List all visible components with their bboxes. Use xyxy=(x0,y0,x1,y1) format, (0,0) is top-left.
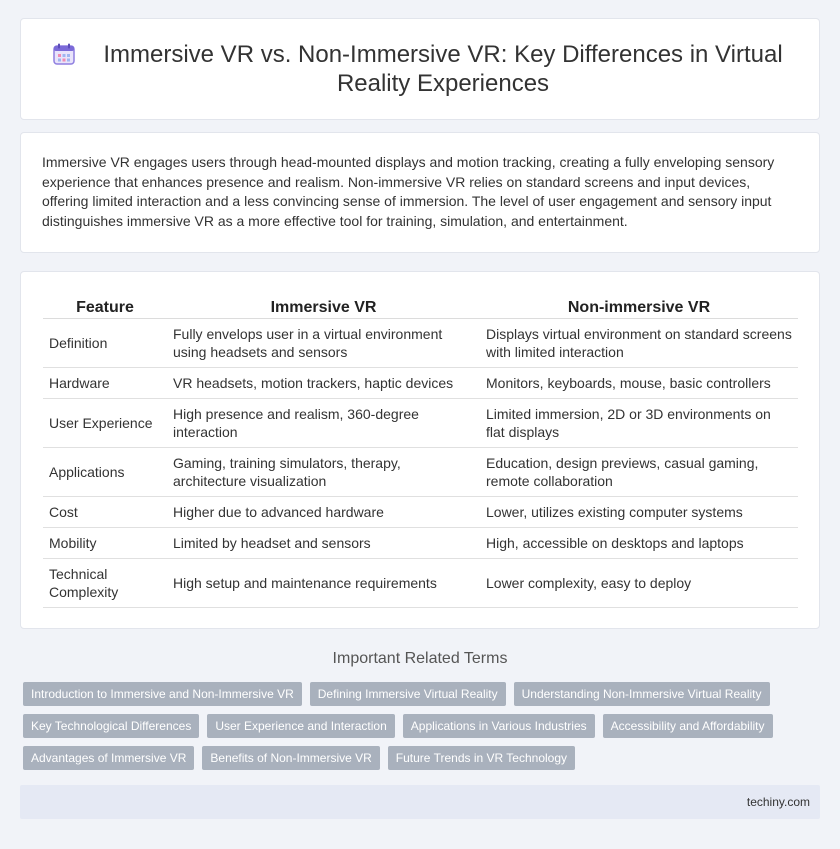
intro-card xyxy=(20,132,820,253)
related-term-tag[interactable]: Key Technological Differences xyxy=(23,714,199,738)
related-term-tag[interactable]: Future Trends in VR Technology xyxy=(388,746,575,770)
table-cell: VR headsets, motion trackers, haptic devices xyxy=(167,367,480,398)
table-cell: Cost xyxy=(43,496,167,527)
column-header-immersive: Immersive VR xyxy=(167,296,480,318)
footer-bar xyxy=(20,785,820,819)
related-term-tag[interactable]: Accessibility and Affordability xyxy=(603,714,773,738)
table-row xyxy=(43,367,798,398)
table-cell: Definition xyxy=(43,318,167,367)
table-cell: Lower complexity, easy to deploy xyxy=(480,558,798,607)
table-cell: Technical Complexity xyxy=(43,558,167,607)
table-row xyxy=(43,527,798,558)
table-cell: Fully envelops user in a virtual environment using headsets and sensors xyxy=(167,318,480,367)
related-term-tag[interactable]: Introduction to Immersive and Non-Immersive VR xyxy=(23,682,302,706)
table-header-row xyxy=(43,296,798,318)
related-terms-list xyxy=(23,682,813,770)
table-cell: Limited by headset and sensors xyxy=(167,527,480,558)
related-term-tag[interactable]: User Experience and Interaction xyxy=(207,714,394,738)
page-title: Immersive VR vs. Non-Immersive VR: Key Differences in Virtual Reality Experiences xyxy=(103,41,783,97)
table-cell: User Experience xyxy=(43,398,167,447)
footer-site-link[interactable]: techiny.com xyxy=(746,795,810,809)
column-header-feature: Feature xyxy=(43,296,167,318)
related-term-tag[interactable]: Applications in Various Industries xyxy=(403,714,595,738)
table-cell: Lower, utilizes existing computer systems xyxy=(480,496,798,527)
table-row xyxy=(43,447,798,496)
column-header-non-immersive: Non-immersive VR xyxy=(480,296,798,318)
related-term-tag[interactable]: Advantages of Immersive VR xyxy=(23,746,194,770)
related-term-tag[interactable]: Understanding Non-Immersive Virtual Reality xyxy=(514,682,770,706)
intro-paragraph: Immersive VR engages users through head-mounted displays and motion tracking, creating a fully enveloping sensory experience that enhances presence and realism. Non-immersive VR relies on standard screens and input devices, offering limited interaction and a less convincing sense of immersion. The level of user engagement and sensory input distinguishes immersive VR as a more effective tool for training, simulation, and entertainment. xyxy=(42,154,775,229)
header-card xyxy=(20,18,820,120)
table-cell: Applications xyxy=(43,447,167,496)
table-cell: High, accessible on desktops and laptops xyxy=(480,527,798,558)
comparison-table xyxy=(43,296,798,608)
table-cell: Monitors, keyboards, mouse, basic controllers xyxy=(480,367,798,398)
table-cell: Limited immersion, 2D or 3D environments on flat displays xyxy=(480,398,798,447)
table-cell: Education, design previews, casual gaming, remote collaboration xyxy=(480,447,798,496)
table-cell: High presence and realism, 360-degree interaction xyxy=(167,398,480,447)
table-cell: Mobility xyxy=(43,527,167,558)
table-cell: Gaming, training simulators, therapy, architecture visualization xyxy=(167,447,480,496)
related-terms-title: Important Related Terms xyxy=(332,650,508,667)
table-cell: Higher due to advanced hardware xyxy=(167,496,480,527)
table-cell: Hardware xyxy=(43,367,167,398)
table-row xyxy=(43,496,798,527)
table-row xyxy=(43,318,798,367)
table-cell: Displays virtual environment on standard screens with limited interaction xyxy=(480,318,798,367)
calendar-icon xyxy=(51,41,77,67)
table-cell: High setup and maintenance requirements xyxy=(167,558,480,607)
related-term-tag[interactable]: Defining Immersive Virtual Reality xyxy=(310,682,506,706)
table-row xyxy=(43,558,798,607)
comparison-table-card xyxy=(20,271,820,629)
table-row xyxy=(43,398,798,447)
related-term-tag[interactable]: Benefits of Non-Immersive VR xyxy=(202,746,379,770)
